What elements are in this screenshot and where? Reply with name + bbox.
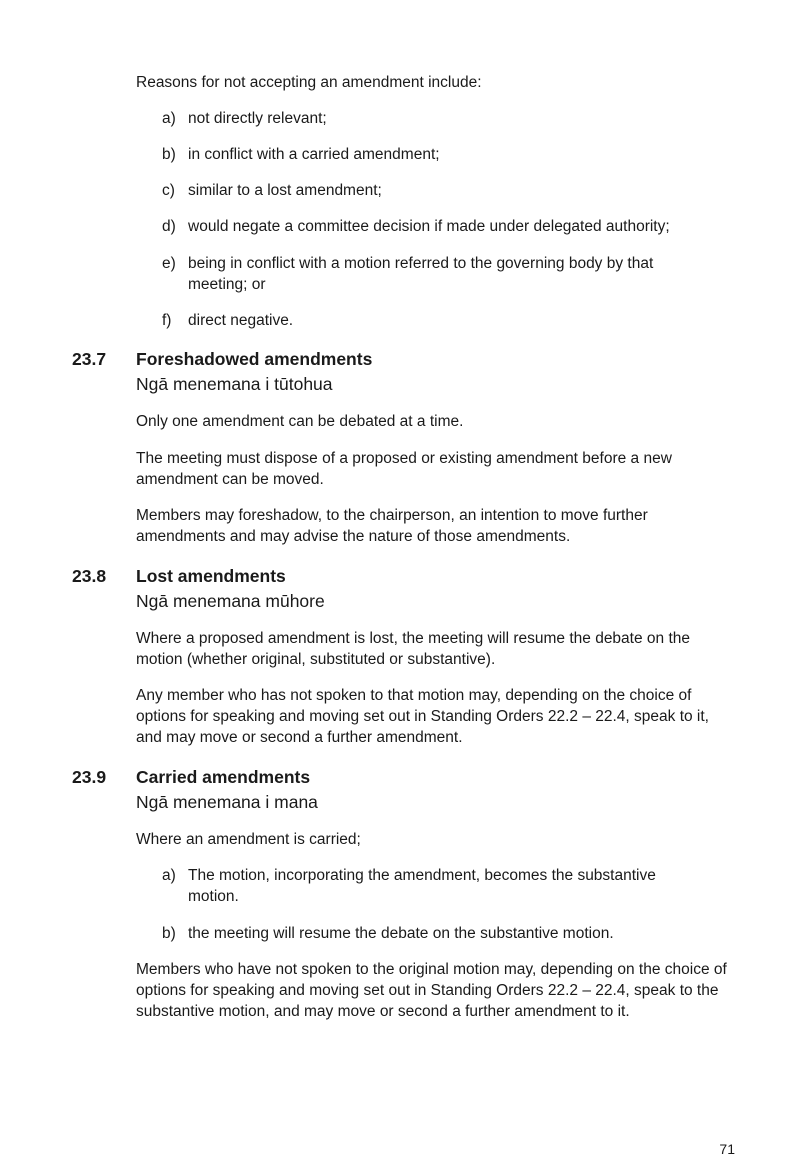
reasons-intro: Reasons for not accepting an amendment include: bbox=[136, 74, 482, 91]
paragraph: Where an amendment is carried; bbox=[136, 831, 361, 848]
list-item bbox=[162, 865, 722, 907]
list-marker: d) bbox=[162, 218, 176, 235]
list-item-text: in conflict with a carried amendment; bbox=[188, 146, 440, 163]
section-title: Foreshadowed amendments bbox=[136, 349, 373, 369]
list-item-text: being in conflict with a motion referred to the governing body by that meeting; or bbox=[188, 255, 654, 293]
section-subtitle: Ngā menemana mūhore bbox=[136, 591, 325, 611]
list-item-text: the meeting will resume the debate on the substantive motion. bbox=[188, 925, 614, 942]
list-marker: a) bbox=[162, 867, 176, 884]
paragraph: Where a proposed amendment is lost, the meeting will resume the debate on the motion (whether original, substituted or substantive). bbox=[136, 630, 691, 668]
section-title: Lost amendments bbox=[136, 566, 286, 586]
list-item-text: not directly relevant; bbox=[188, 110, 327, 127]
section-subtitle: Ngā menemana i tūtohua bbox=[136, 374, 333, 394]
list-item-text: The motion, incorporating the amendment, becomes the substantive motion. bbox=[188, 867, 656, 905]
paragraph: The meeting must dispose of a proposed or existing amendment before a new amendment can be moved. bbox=[136, 450, 672, 488]
list-marker: a) bbox=[162, 110, 176, 127]
list-item bbox=[162, 108, 722, 129]
list-marker: c) bbox=[162, 182, 175, 199]
list-item bbox=[162, 310, 722, 331]
paragraph: Only one amendment can be debated at a time. bbox=[136, 413, 464, 430]
section-number: 23.8 bbox=[72, 566, 107, 586]
list-marker: b) bbox=[162, 146, 176, 163]
list-item-text: direct negative. bbox=[188, 312, 294, 329]
list-item bbox=[162, 216, 722, 237]
section-title: Carried amendments bbox=[136, 767, 311, 787]
list-item-text: similar to a lost amendment; bbox=[188, 182, 382, 199]
list-marker: e) bbox=[162, 255, 176, 272]
list-item bbox=[162, 253, 722, 295]
list-item bbox=[162, 923, 722, 944]
section-subtitle: Ngā menemana i mana bbox=[136, 792, 318, 812]
page-number: 71 bbox=[719, 1141, 735, 1157]
list-item-text: would negate a committee decision if made under delegated authority; bbox=[188, 218, 670, 235]
paragraph: Members may foreshadow, to the chairperson, an intention to move further amendments and may advise the nature of those amendments. bbox=[136, 507, 648, 545]
paragraph: Members who have not spoken to the original motion may, depending on the choice of options for speaking and moving set out in Standing Orders 22.2 – 22.4, speak to the substantive motion, and may move or second a further amendment to it. bbox=[136, 961, 727, 1020]
section-number: 23.9 bbox=[72, 767, 107, 787]
section-number: 23.7 bbox=[72, 349, 107, 369]
paragraph: Any member who has not spoken to that motion may, depending on the choice of options for speaking and moving set out in Standing Orders 22.2 – 22.4, speak to it, and may move or second a further amendment. bbox=[136, 687, 709, 746]
list-item bbox=[162, 180, 722, 201]
list-item bbox=[162, 144, 722, 165]
list-marker: b) bbox=[162, 925, 176, 942]
list-marker: f) bbox=[162, 312, 172, 329]
